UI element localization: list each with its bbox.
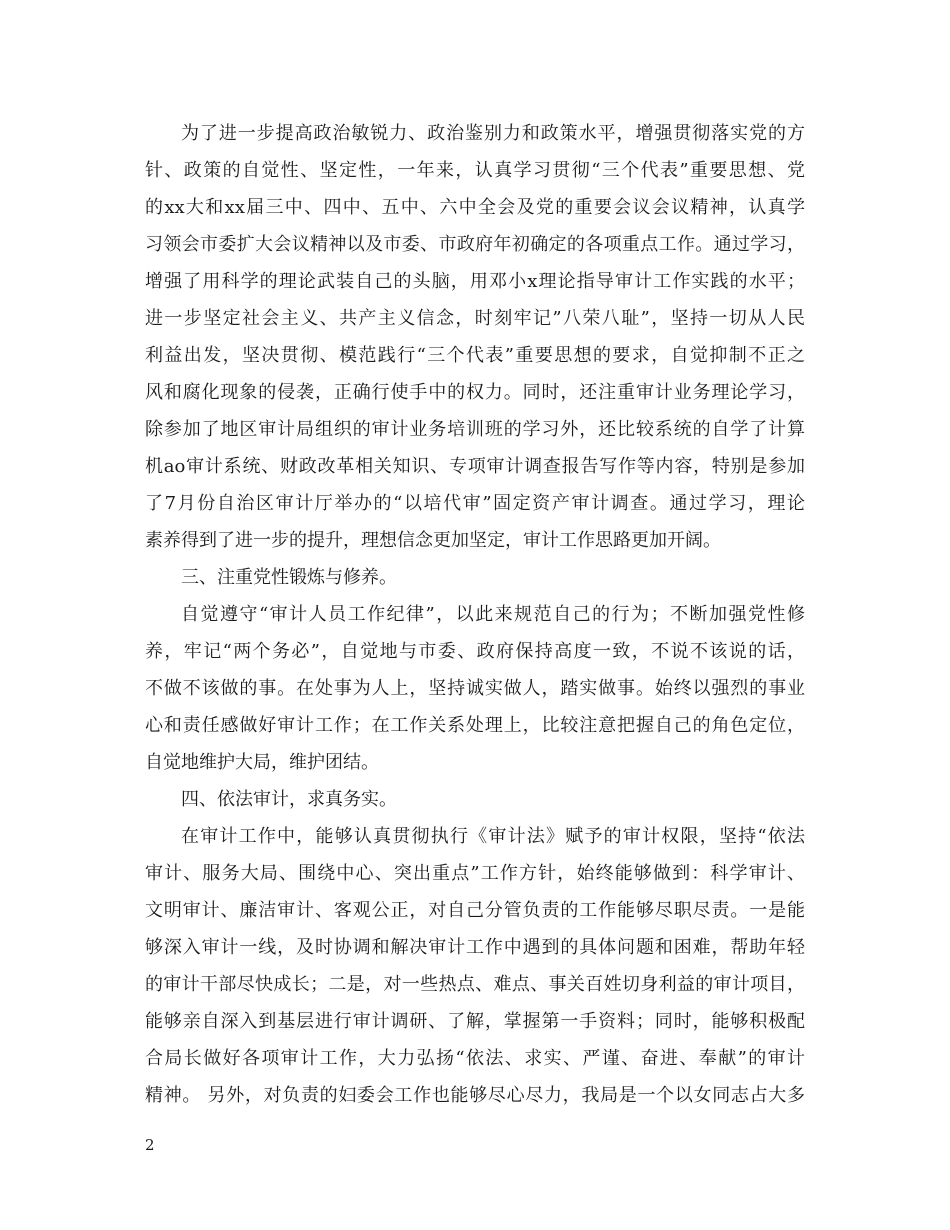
text-line: 审计、服务大局、围绕中心、突出重点”工作方针，始终能够做到：科学审计、 <box>145 863 805 884</box>
text-line: 精神。 另外，对负责的妇委会工作也能够尽心尽力，我局是一个以女同志占大多 <box>145 1085 805 1106</box>
text-line: 了7月份自治区审计厅举办的“以培代审”固定资产审计调查。通过学习，理论 <box>145 493 805 514</box>
text-line: 自觉遵守“审计人员工作纪律”，以此来规范自己的行为；不断加强党性修 <box>181 604 805 625</box>
text-line: 能够亲自深入到基层进行审计调研、了解，掌握第一手资料；同时，能够积极配 <box>145 1011 805 1032</box>
text-line: 心和责任感做好审计工作；在工作关系处理上，比较注意把握自己的角色定位， <box>145 715 805 736</box>
text-line: 合局长做好各项审计工作，大力弘扬“依法、求实、严谨、奋进、奉献”的审计 <box>145 1048 805 1069</box>
text-line: 够深入审计一线，及时协调和解决审计工作中遇到的具体问题和困难，帮助年轻 <box>145 937 805 958</box>
text-line: 四、依法审计，求真务实。 <box>181 789 397 810</box>
text-line: 为了进一步提高政治敏锐力、政治鉴别力和政策水平，增强贯彻落实党的方 <box>181 123 805 144</box>
text-line: 的xx大和xx届三中、四中、五中、六中全会及党的重要会议会议精神，认真学 <box>145 197 805 218</box>
text-line: 除参加了地区审计局组织的审计业务培训班的学习外，还比较系统的自学了计算 <box>145 419 805 440</box>
text-line: 增强了用科学的理论武装自己的头脑，用邓小x理论指导审计工作实践的水平； <box>145 271 805 292</box>
text-line: 针、政策的自觉性、坚定性，一年来，认真学习贯彻“三个代表”重要思想、党 <box>145 160 805 181</box>
text-line: 的审计干部尽快成长；二是，对一些热点、难点、事关百姓切身利益的审计项目， <box>145 974 805 995</box>
text-line: 进一步坚定社会主义、共产主义信念，时刻牢记”八荣八耻”，坚持一切从人民 <box>145 308 805 329</box>
text-line: 在审计工作中，能够认真贯彻执行《审计法》赋予的审计权限，坚持“依法 <box>181 826 805 847</box>
text-line: 机ao审计系统、财政改革相关知识、专项审计调查报告写作等内容，特别是参加 <box>145 456 805 477</box>
text-line: 三、注重党性锻炼与修养。 <box>181 567 397 588</box>
text-line: 风和腐化现象的侵袭，正确行使手中的权力。同时，还注重审计业务理论学习， <box>145 382 805 403</box>
text-line: 文明审计、廉洁审计、客观公正，对自己分管负责的工作能够尽职尽责。一是能 <box>145 900 805 921</box>
text-line: 自觉地维护大局，维护团结。 <box>145 752 379 773</box>
text-line: 习领会市委扩大会议精神以及市委、市政府年初确定的各项重点工作。通过学习， <box>145 234 805 255</box>
text-line: 利益出发，坚决贯彻、模范践行“三个代表”重要思想的要求，自觉抑制不正之 <box>145 345 805 366</box>
document-body <box>145 115 805 1114</box>
text-line: 素养得到了进一步的提升，理想信念更加坚定，审计工作思路更加开阔。 <box>145 530 721 551</box>
page-number: 2 <box>145 1136 155 1154</box>
text-line: 养，牢记“两个务必”，自觉地与市委、政府保持高度一致，不说不该说的话， <box>145 641 805 662</box>
text-line: 不做不该做的事。在处事为人上，坚持诚实做人，踏实做事。始终以强烈的事业 <box>145 678 805 699</box>
